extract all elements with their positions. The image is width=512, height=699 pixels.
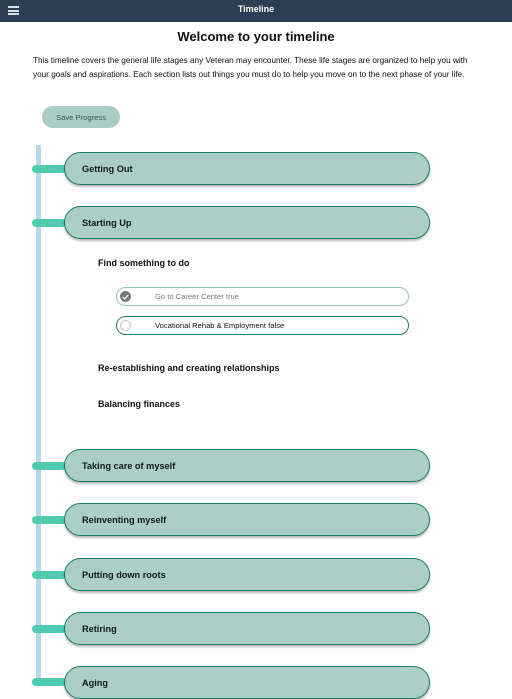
stage-starting-up[interactable] xyxy=(64,206,430,239)
stage-label: Aging xyxy=(82,678,109,688)
stage-putting-down-roots[interactable] xyxy=(64,558,430,591)
header-title: Timeline xyxy=(237,4,275,14)
stage-label: Putting down roots xyxy=(82,570,166,580)
intro-text: This timeline covers the general life stages any Veteran may encounter. These life stages are organized to help you with your goals and aspirations. Each section lists out things you must do to help you move on to the next phase of your life. xyxy=(33,56,468,79)
task-label: Vocational Rehab & Employment false xyxy=(155,321,285,330)
unchecked-circle-icon[interactable] xyxy=(120,320,131,331)
stage-label: Taking care of myself xyxy=(82,461,176,471)
task-label: Go to Career Center true xyxy=(155,292,239,301)
stage-getting-out[interactable] xyxy=(64,152,430,185)
timeline-node xyxy=(32,219,66,227)
timeline-node xyxy=(32,516,66,524)
timeline-node xyxy=(32,571,66,579)
section-balancing-finances[interactable]: Balancing finances xyxy=(98,399,181,409)
save-progress-button[interactable]: Save Progress xyxy=(42,106,120,128)
stage-label: Reinventing myself xyxy=(82,515,167,525)
timeline-node xyxy=(32,165,66,173)
timeline-node xyxy=(32,678,66,686)
stage-label: Starting Up xyxy=(82,218,132,228)
task-go-to-career-center[interactable] xyxy=(116,287,409,306)
task-vocational-rehab[interactable] xyxy=(116,316,409,335)
timeline-node xyxy=(32,625,66,633)
stage-label: Retiring xyxy=(82,624,117,634)
section-find-something-to-do[interactable]: Find something to do xyxy=(98,258,190,268)
checked-circle-icon[interactable] xyxy=(120,291,131,302)
stage-retiring[interactable] xyxy=(64,612,430,645)
timeline-node xyxy=(32,462,66,470)
page-title: Welcome to your timeline xyxy=(177,29,335,44)
stage-reinventing-myself[interactable] xyxy=(64,503,430,536)
stage-taking-care-of-myself[interactable] xyxy=(64,449,430,482)
section-relationships[interactable]: Re-establishing and creating relationships xyxy=(98,363,280,373)
top-bar xyxy=(0,0,512,22)
stage-label: Getting Out xyxy=(82,164,133,174)
